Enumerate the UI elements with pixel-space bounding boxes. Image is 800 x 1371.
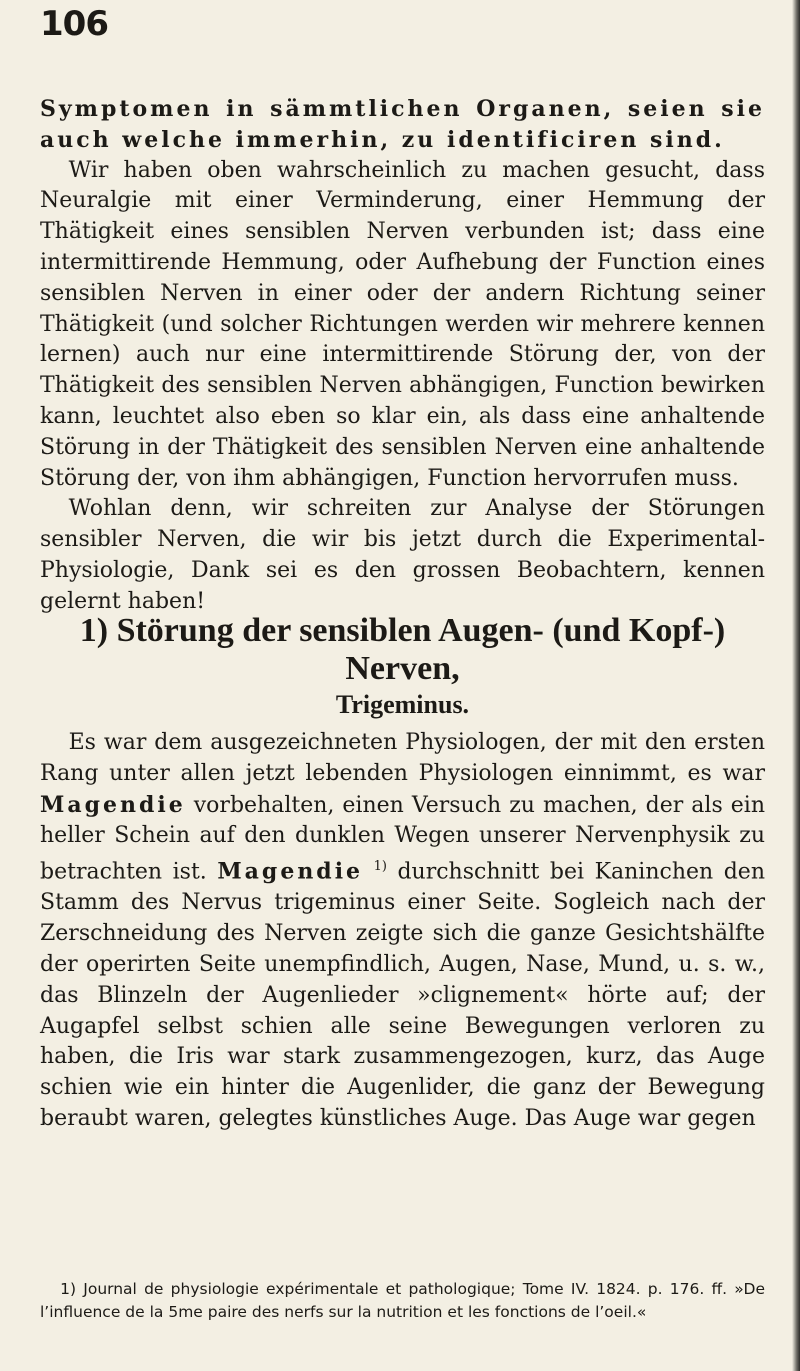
page-number: 106 xyxy=(40,4,108,44)
section-text-part-1: Es war dem ausgezeichneten Physiologen, der mit den ersten Rang unter allen jetzt lebenden Physiologen einnimmt, es war xyxy=(40,730,765,786)
section-heading xyxy=(40,612,765,722)
footnote-reference: 1) xyxy=(373,859,387,875)
section-heading-subtitle: Trigeminus. xyxy=(335,690,470,719)
page-edge-shadow xyxy=(792,0,800,1371)
intro-text xyxy=(40,94,765,618)
section-text xyxy=(40,728,765,1135)
author-name-1: Magendie xyxy=(40,791,186,818)
intro-paragraph-1: Symptomen in sämmtlichen Organen, seien sie auch welche immerhin, zu identificiren sind. xyxy=(40,96,765,153)
section-heading-title: 1) Störung der sensiblen Augen- (und Kopf-) Nerven, xyxy=(79,612,726,687)
footnote xyxy=(40,1278,765,1323)
intro-paragraph-2: Wir haben oben wahrscheinlich zu machen gesucht, dass Neuralgie mit einer Verminderung, einer Hemmung der Thätigkeit eines sensiblen Nerven verbunden ist; dass eine intermittirende Hemmung, oder Aufhebung der Function eines sensiblen Nerven in einer oder der andern Richtung seiner Thätigkeit (und solcher Richtungen werden wir mehrere kennen lernen) auch nur eine intermittirende Störung der, von der Thätigkeit des sensiblen Nerven abhängigen, Function bewirken kann, leuchtet also eben so klar ein, als dass eine anhaltende Störung in der Thätigkeit des sensiblen Nerven eine anhaltende Störung der, von ihm abhängigen, Function hervorrufen muss. xyxy=(40,157,765,491)
intro-paragraph-3: Wohlan denn, wir schreiten zur Analyse der Störungen sensibler Nerven, die wir bis jetzt durch die Experimental-Physiologie, Dank sei es den grossen Beobachtern, kennen gelernt haben! xyxy=(40,496,765,614)
footnote-text: 1) Journal de physiologie expérimentale et pathologique; Tome IV. 1824. p. 176. ff. »De l’influence de la 5me paire des nerfs sur la nutrition et les fonctions de l’oeil.« xyxy=(40,1280,765,1321)
section-text-part-3: durchschnitt bei Kaninchen den Stamm des Nervus trigeminus einer Seite. Sogleich nach der Zerschneidung des Nerven zeigte sich die ganze Gesichtshälfte der operirten Seite unempfindlich, Augen, Nase, Mund, u. s. w., das Blinzeln der Augenlieder »clignement« hörte auf; der Augapfel selbst schien alle seine Bewegungen verloren zu haben, die Iris war stark zusammengezogen, kurz, das Auge schien wie ein hinter die Augenlider, die ganz der Bewegung beraubt waren, gelegtes künstliches Auge. Das Auge war gegen xyxy=(40,859,765,1131)
section-text-part-2: vorbehalten, einen Versuch zu machen, der als ein heller Schein auf den dunklen Wegen unserer Nervenphysik zu betrachten ist. xyxy=(40,792,765,885)
section-paragraph xyxy=(40,728,765,1135)
author-name-2: Magendie xyxy=(217,858,364,885)
